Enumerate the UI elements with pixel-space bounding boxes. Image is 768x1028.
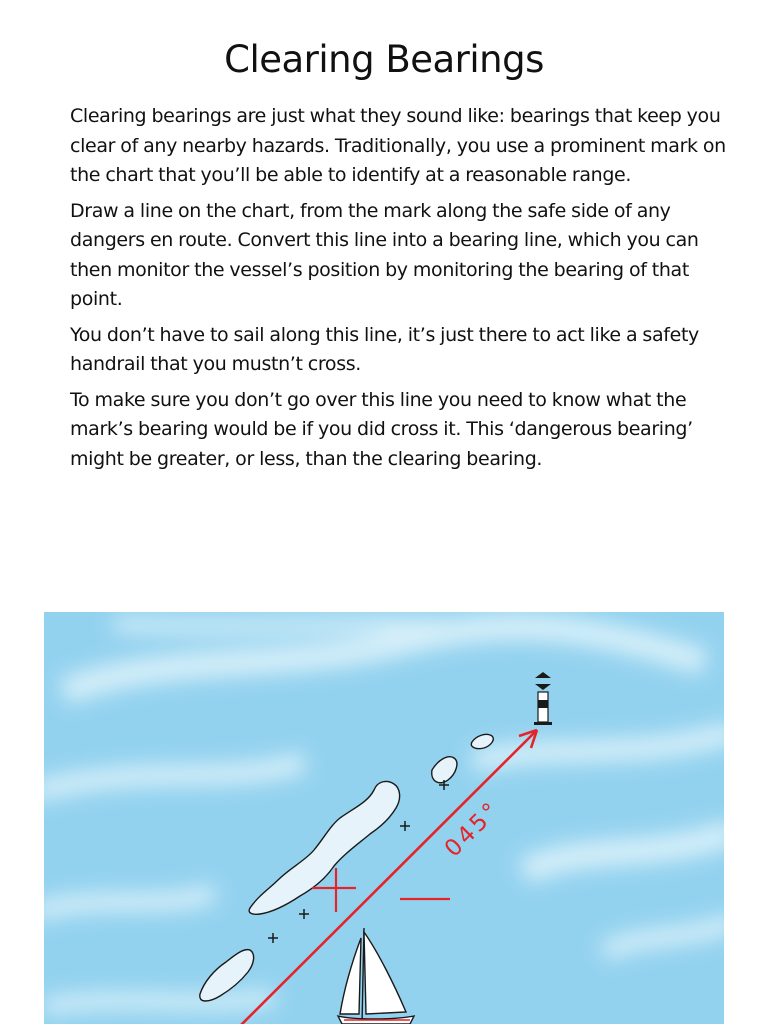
paragraph-handrail: You don’t have to sail along this line, it’s just there to act like a safety handrail that you mustn’t cross. <box>70 323 699 375</box>
chart-sketch <box>44 612 724 1024</box>
paragraph-dangerous-bearing: To make sure you don’t go over this line you need to know what the mark’s bearing would be if you did cross it. This ‘dangerous bearing’ might be greater, or less, than the clearing bearing. <box>70 388 693 470</box>
bearing-label: 045° <box>439 796 506 863</box>
chart-illustration <box>44 612 724 1024</box>
paragraph-intro: Clearing bearings are just what they sound like: bearings that keep you clear of any nearby hazards. Traditionally, you use a prominent mark on the chart that you’ll be able to identify at a reasonable range. <box>70 105 726 186</box>
page-title: Clearing Bearings <box>224 38 544 81</box>
paragraph-draw-line: Draw a line on the chart, from the mark along the safe side of any dangers en route. Convert this line into a bearing line, which you can then monitor the vessel’s position by monitoring the bearing of that point. <box>70 199 699 310</box>
body-text <box>70 102 730 480</box>
